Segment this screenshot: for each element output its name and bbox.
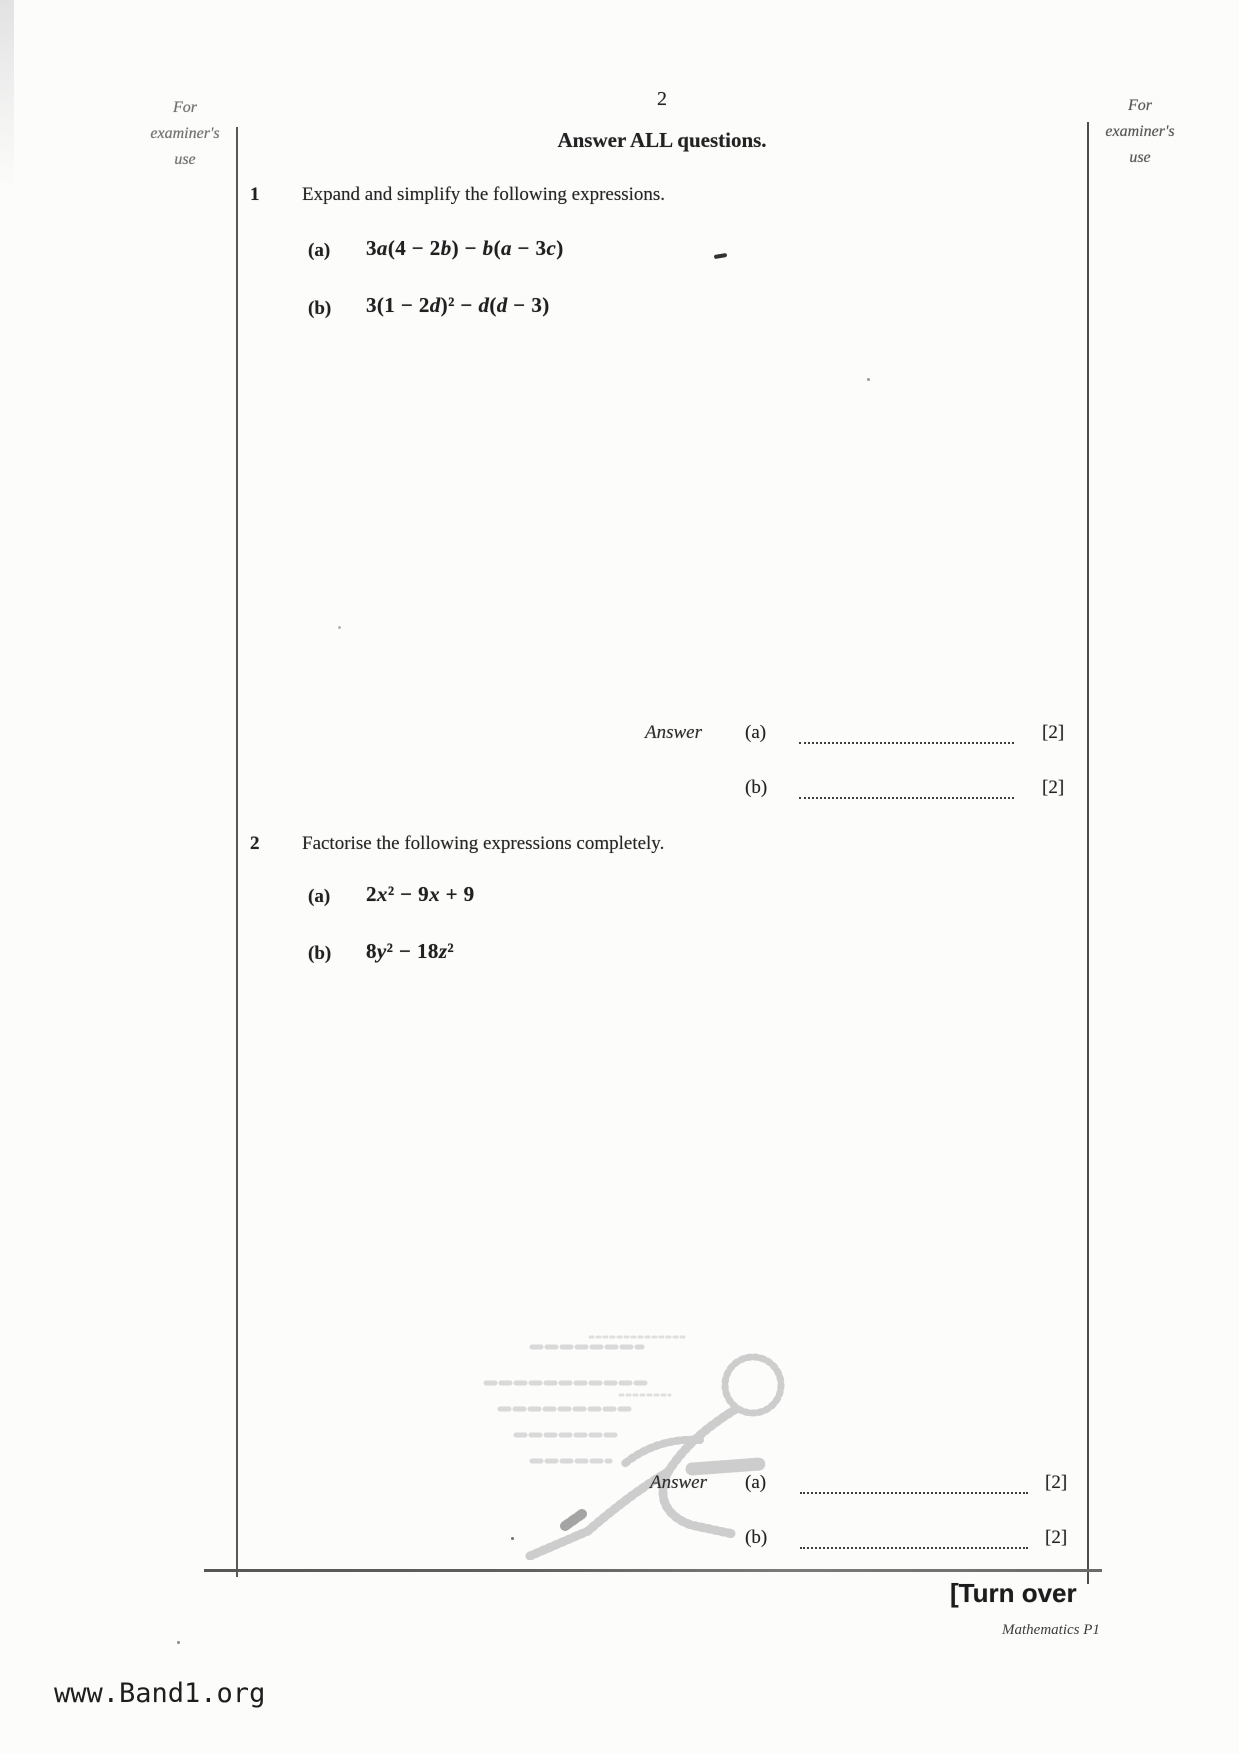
right-margin-rule — [1087, 122, 1089, 1584]
question-2b-label: (b) — [308, 943, 332, 964]
left-margin-rule — [236, 127, 238, 1577]
scan-speck — [338, 626, 341, 629]
question-2a-label: (a) — [308, 886, 331, 907]
marks-badge: [2] — [1042, 722, 1065, 743]
examiner-note-line: For — [1128, 97, 1152, 114]
answer-dotted-line — [799, 722, 1014, 744]
running-figure-watermark — [470, 1225, 800, 1560]
question-2a-formula: 2x² − 9x + 9 — [366, 882, 475, 906]
section-heading: Answer ALL questions. — [557, 128, 767, 152]
examiner-use-note-right — [1092, 93, 1188, 171]
scan-edge-smudge — [0, 0, 14, 190]
marks-badge: [2] — [1045, 1527, 1068, 1548]
answer-part-label: (b) — [745, 777, 768, 798]
question-1b-label: (b) — [308, 298, 332, 319]
answer-part-label: (b) — [745, 1527, 768, 1548]
answer-dotted-line — [800, 1527, 1028, 1549]
answer-dotted-line — [799, 777, 1014, 799]
question-1a-label: (a) — [308, 240, 331, 261]
footer-rule — [204, 1569, 1102, 1572]
answer-part-label: (a) — [745, 722, 767, 743]
scan-speck — [867, 378, 870, 381]
answer-dotted-line — [800, 1472, 1028, 1494]
question-2-number: 2 — [250, 833, 260, 854]
question-1a-formula: 3a(4 − 2b) − b(a − 3c) — [366, 236, 564, 260]
answer-word: Answer — [645, 722, 702, 743]
question-2b-formula: 8y² − 18z² — [366, 939, 455, 963]
answer-part-label: (a) — [745, 1472, 767, 1493]
question-1-prompt: Expand and simplify the following expressions. — [302, 184, 666, 205]
question-1b-formula: 3(1 − 2d)² − d(d − 3) — [366, 293, 550, 317]
page-number: 2 — [657, 88, 667, 110]
answer-word: Answer — [650, 1472, 707, 1493]
examiner-use-note-left — [120, 95, 250, 173]
marks-badge: [2] — [1042, 777, 1065, 798]
question-2-prompt: Factorise the following expressions completely. — [302, 833, 665, 854]
examiner-note-line: use — [174, 151, 196, 168]
examiner-note-line: For — [173, 99, 197, 116]
marks-badge: [2] — [1045, 1472, 1068, 1493]
site-watermark-url: www.Band1.org — [54, 1678, 266, 1709]
examiner-note-line: examiner's — [150, 125, 220, 142]
question-1-number: 1 — [250, 184, 260, 205]
scan-dash-artifact — [714, 253, 727, 259]
scan-speck — [177, 1641, 180, 1644]
turn-over-label: [Turn over — [950, 1578, 1077, 1608]
examiner-note-line: use — [1129, 149, 1151, 166]
examiner-note-line: examiner's — [1105, 123, 1175, 140]
paper-title-label: Mathematics P1 — [1002, 1622, 1100, 1638]
